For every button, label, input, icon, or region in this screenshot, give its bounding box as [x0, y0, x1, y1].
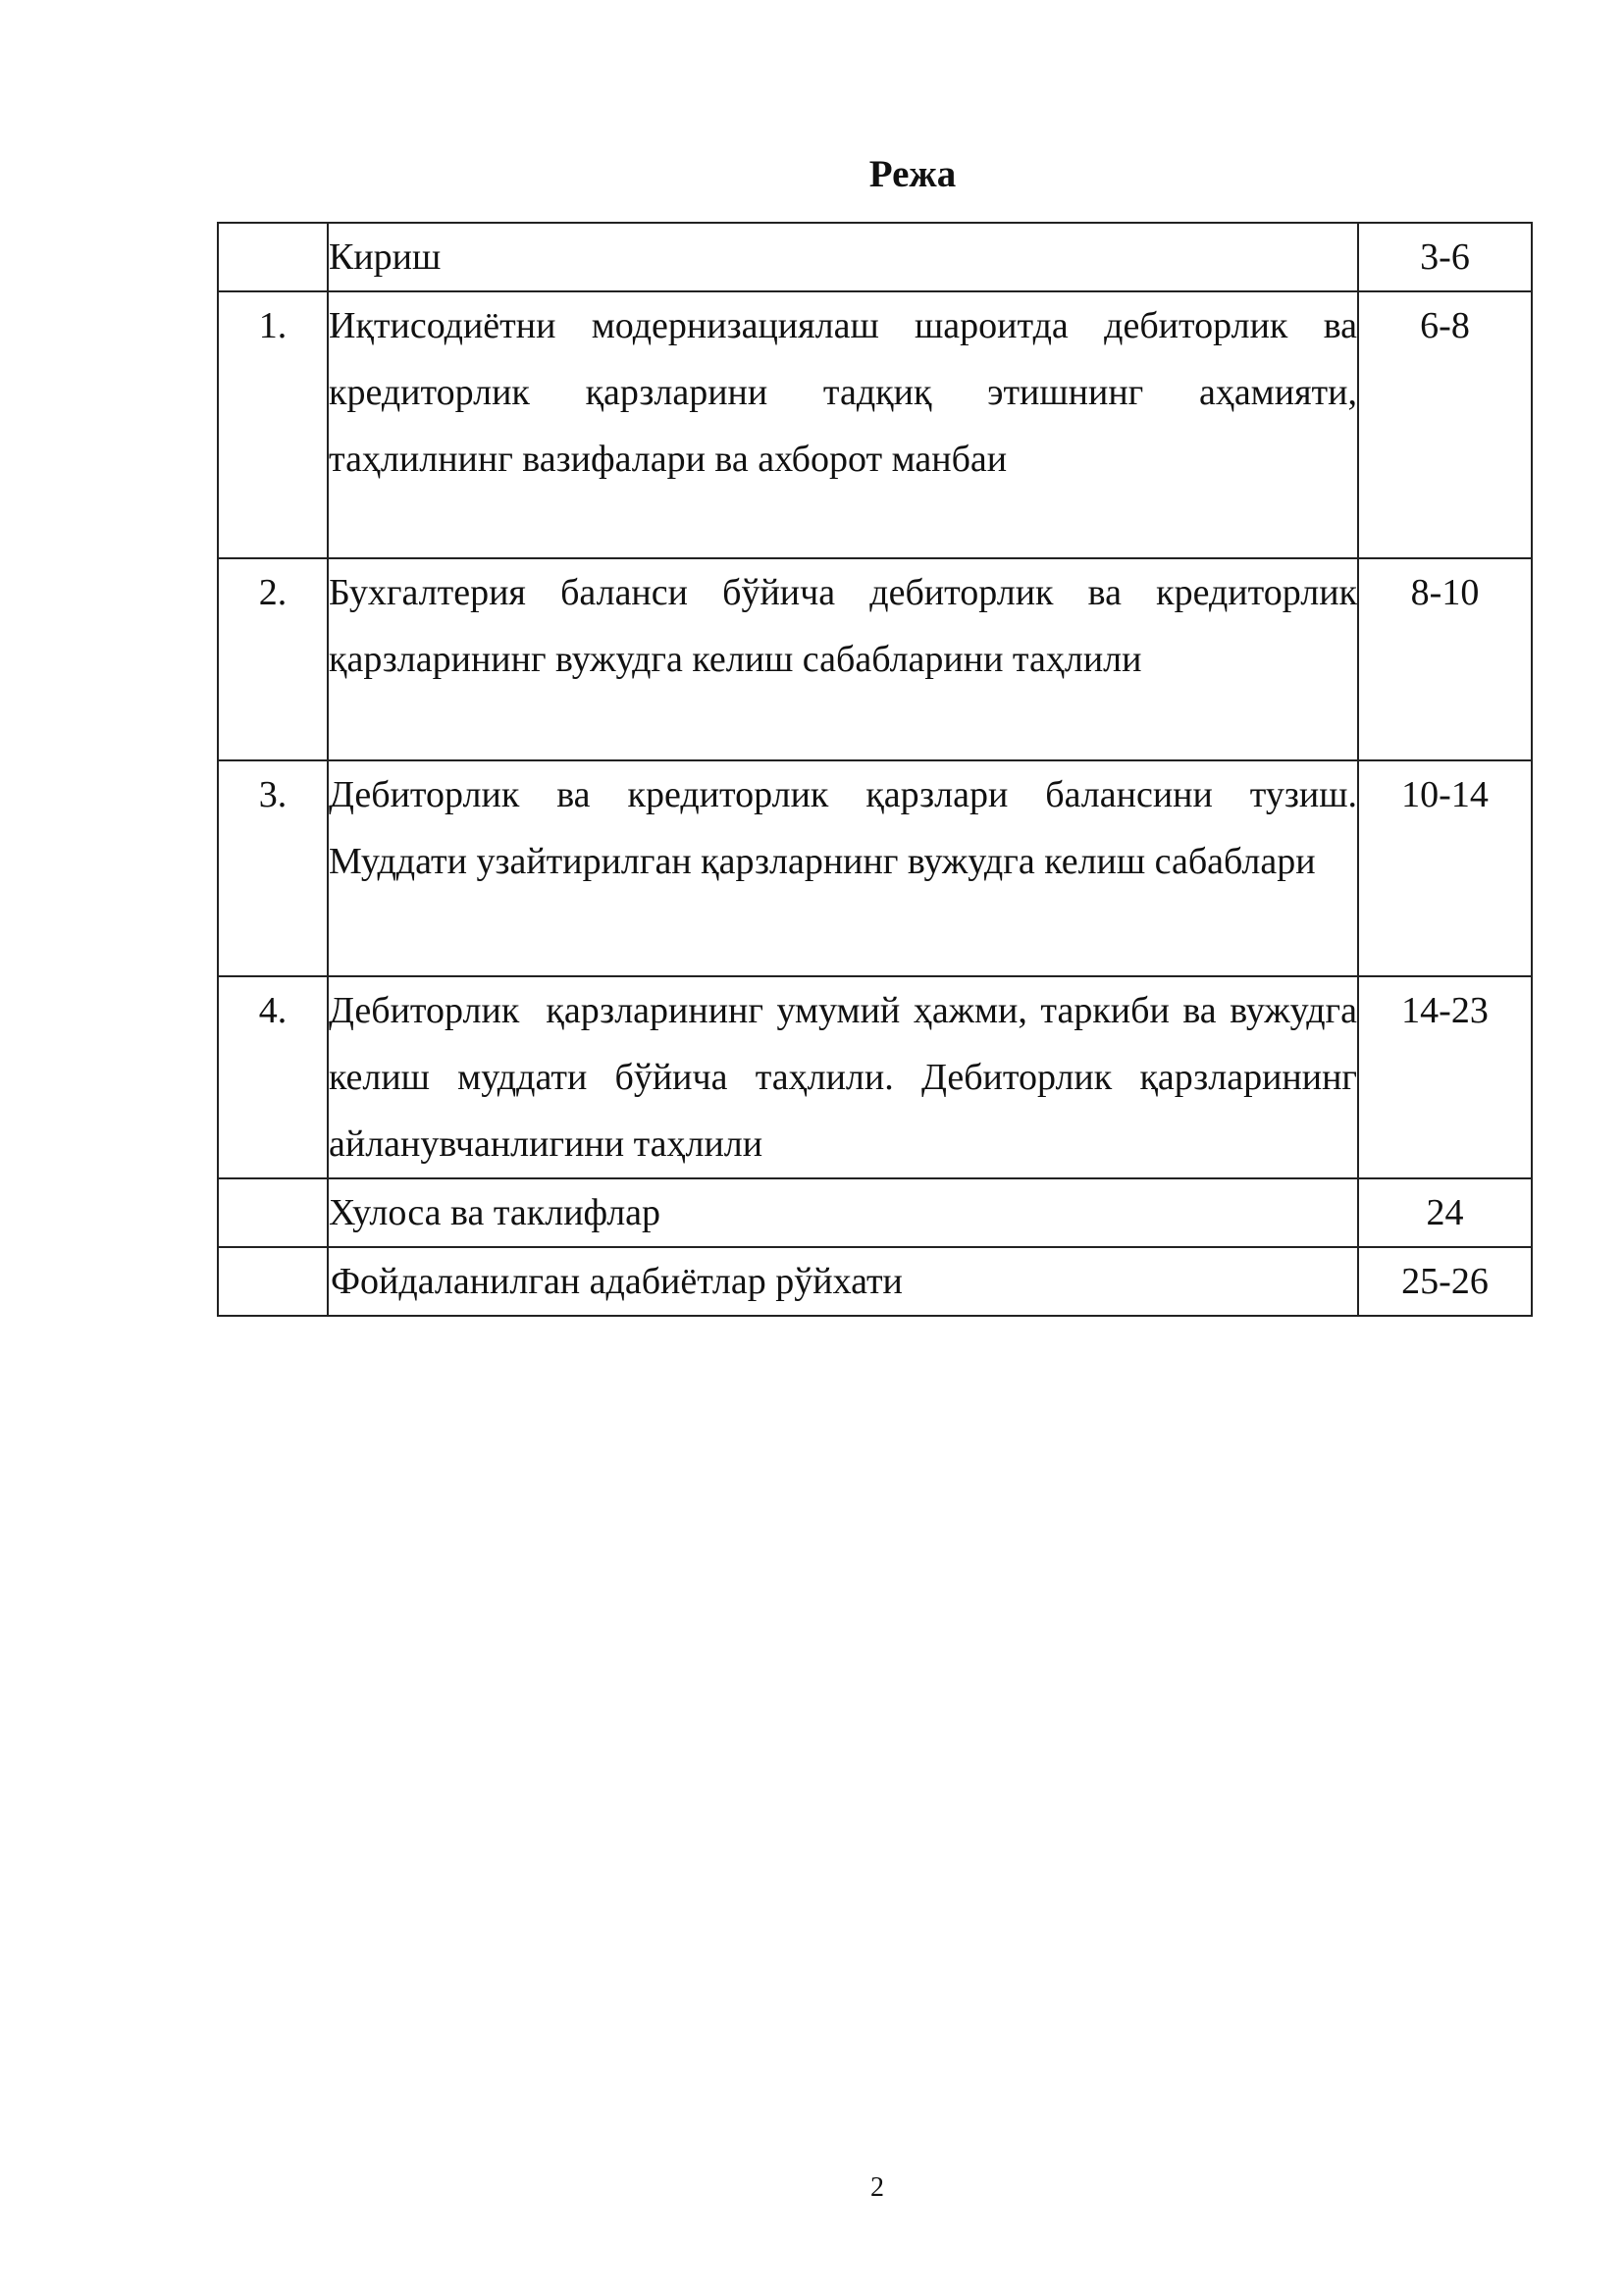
toc-row-introduction [218, 223, 1532, 291]
toc-row-number: 4. [218, 976, 328, 1178]
toc-row-title: Фойдаланилган адабиётлар рўйхати [328, 1247, 1358, 1316]
toc-row-pages: 14-23 [1358, 976, 1532, 1178]
toc-row-pages: 8-10 [1358, 558, 1532, 760]
toc-row-number: 2. [218, 558, 328, 760]
page-number: 2 [870, 2172, 884, 2203]
toc-row-title: Бухгалтерия баланси бўйича дебиторлик ва кредиторлик қарзларининг вужудга келиш сабабларини таҳлили [328, 558, 1358, 760]
toc-row-chapter-3 [218, 760, 1532, 976]
toc-row-number: 3. [218, 760, 328, 976]
toc-row-references [218, 1247, 1532, 1316]
toc-row-conclusion [218, 1178, 1532, 1247]
toc-row-number [218, 223, 328, 291]
toc-row-pages: 10-14 [1358, 760, 1532, 976]
toc-row-pages: 24 [1358, 1178, 1532, 1247]
toc-row-pages: 25-26 [1358, 1247, 1532, 1316]
toc-row-pages: 3-6 [1358, 223, 1532, 291]
toc-row-chapter-4 [218, 976, 1532, 1178]
toc-row-chapter-1 [218, 291, 1532, 558]
toc-row-number [218, 1247, 328, 1316]
page-title: Режа [868, 153, 957, 195]
toc-row-title: Кириш [328, 223, 1358, 291]
toc-row-number: 1. [218, 291, 328, 558]
toc-row-title: Иқтисодиётни модернизациялаш шароитда дебиторлик ва кредиторлик қарзларини тадқиқ этишнинг аҳамияти, таҳлилнинг вазифалари ва ахборот манбаи [328, 291, 1358, 558]
toc-row-title: Дебиторлик қарзларининг умумий ҳажми, таркиби ва вужудга келиш муддати бўйича таҳлили. Дебиторлик қарзларининг айланувчанлигини таҳлили [328, 976, 1358, 1178]
table-of-contents [217, 222, 1533, 1317]
toc-row-number [218, 1178, 328, 1247]
toc-row-title: Дебиторлик ва кредиторлик қарзлари балансини тузиш. Муддати узайтирилган қарзларнинг вужудга келиш сабаблари [328, 760, 1358, 976]
toc-row-pages: 6-8 [1358, 291, 1532, 558]
toc-row-title: Хулоса ва таклифлар [328, 1178, 1358, 1247]
toc-row-chapter-2 [218, 558, 1532, 760]
